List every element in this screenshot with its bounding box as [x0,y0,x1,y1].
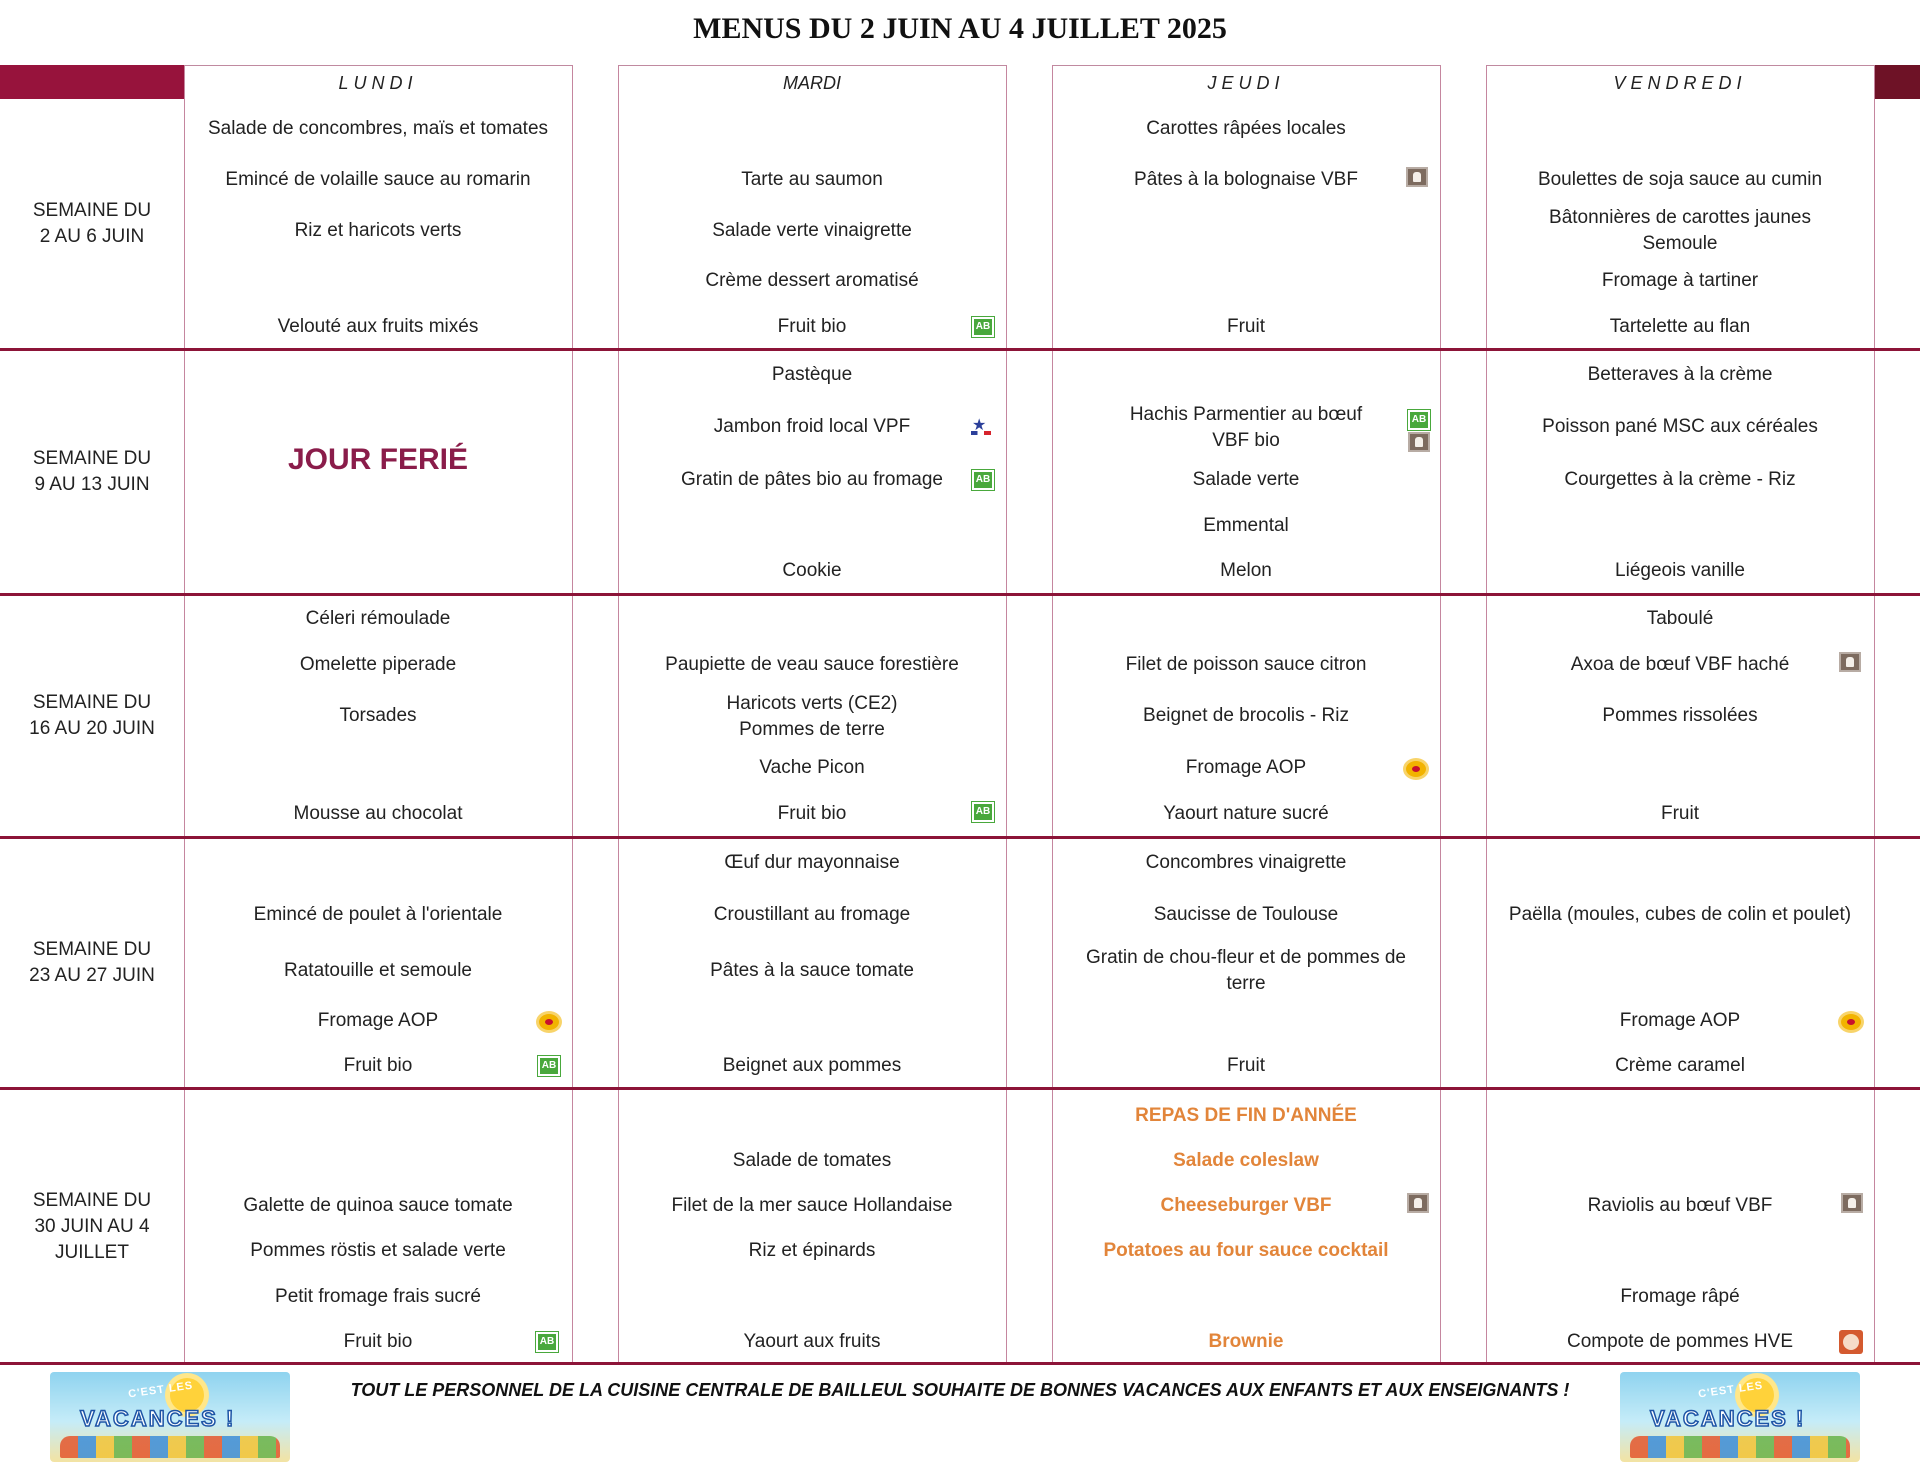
menu-item: Paëlla (moules, cubes de colin et poulet) [1508,904,1852,925]
bio-label-icon: AB [972,802,994,822]
week-label: SEMAINE DU 9 AU 13 JUIN [32,448,152,495]
menu-item: Fromage AOP [1619,1010,1741,1031]
menu-item: Riz et épinards [748,1240,876,1261]
menu-item: Fromage râpé [1620,1286,1740,1307]
menu-item: Fromage AOP [1185,757,1307,778]
menu-item: Salade de tomates [732,1150,892,1171]
menu-item: Yaourt nature sucré [1163,803,1329,824]
grid-line [1440,65,1441,1365]
menu-item: Ratatouille et semoule [284,960,472,981]
menu-item: Gratin de pâtes bio au fromage [681,469,943,490]
menu-item: Tarte au saumon [741,169,883,190]
header-band-left [0,65,184,99]
week-label: SEMAINE DU 23 AU 27 JUIN [29,939,155,986]
menu-item-highlight: REPAS DE FIN D'ANNÉE [1135,1105,1357,1126]
menu-item: Compote de pommes HVE [1567,1331,1793,1352]
menu-item: Fromage à tartiner [1601,270,1759,291]
menu-item: Pastèque [771,364,853,385]
grid-line [1006,65,1007,1365]
menu-item: Poisson pané MSC aux céréales [1542,416,1818,437]
bio-label-icon: AB [972,317,994,337]
menu-item: Emincé de volaille sauce au romarin [225,169,531,190]
menu-item: Saucisse de Toulouse [1153,904,1339,925]
menu-item: Fruit bio [777,316,847,337]
menu-item: Beignet aux pommes [722,1055,902,1076]
menu-item: Courgettes à la crème - Riz [1564,469,1796,490]
menu-item: Raviolis au bœuf VBF [1587,1195,1773,1216]
header-day-mardi: MARDI [618,65,1006,99]
viande-bovine-francaise-icon [1839,652,1861,672]
menu-item-highlight: Potatoes au four sauce cocktail [1103,1240,1389,1261]
menu-item: Pâtes à la bolognaise VBF [1134,169,1358,190]
vacances-badge-left [50,1372,290,1462]
viande-porc-francais-icon [970,417,992,437]
menu-item: Emincé de poulet à l'orientale [253,904,503,925]
menu-item: Riz et haricots verts [294,220,462,241]
menu-item: Fruit bio [343,1331,413,1352]
badge-small-text: C'EST LES [127,1379,194,1401]
menu-item: Hachis Parmentier au bœuf VBF bio [1129,404,1363,451]
menu-item: Fruit [1227,1055,1265,1076]
menu-item-highlight: Cheeseburger VBF [1160,1195,1332,1216]
menu-item: Emmental [1203,515,1289,536]
aop-label-icon [1403,758,1429,780]
week-label: SEMAINE DU 2 AU 6 JUIN [32,200,152,247]
menu-item: Œuf dur mayonnaise [724,852,900,873]
menu-item: Salade verte [1192,469,1300,490]
menu-item: Omelette piperade [299,654,457,675]
menu-item: Boulettes de soja sauce au cumin [1537,169,1823,190]
menu-item: Haricots verts (CE2) Pommes de terre [726,693,898,740]
footer-message: TOUT LE PERSONNEL DE LA CUISINE CENTRALE DE BAILLEUL SOUHAITE DE BONNES VACANCES AUX ENFANTS ET AUX ENSEIGNANTS ! [350,1380,1570,1400]
menu-item: Tartelette au flan [1609,316,1751,337]
week-separator [0,348,1920,351]
hve-label-icon [1839,1330,1863,1354]
menu-item: Filet de poisson sauce citron [1125,654,1367,675]
header-band-right [1874,65,1920,99]
week-separator [0,593,1920,596]
badge-word: VACANCES ! [80,1406,236,1431]
jour-ferie-label: JOUR FERIÉ [287,443,469,476]
menu-item: Concombres vinaigrette [1145,852,1347,873]
bio-label-icon: AB [972,470,994,490]
menu-item: Vache Picon [759,757,865,778]
badge-small-text: C'EST LES [1697,1379,1764,1401]
menu-item: Carottes râpées locales [1146,118,1346,139]
menu-item: Salade de concombres, maïs et tomates [207,118,549,139]
menu-item: Paupiette de veau sauce forestière [665,654,959,675]
viande-bovine-francaise-icon [1407,1193,1429,1213]
menu-item: Pommes rissolées [1602,705,1758,726]
menu-item: Croustillant au fromage [713,904,911,925]
children-illustration [1630,1436,1850,1458]
header-day-jeudi: JEUDI [1052,65,1440,99]
grid-line [1874,65,1875,1365]
menu-item: Yaourt aux fruits [743,1331,881,1352]
viande-bovine-francaise-icon [1408,432,1430,452]
aop-label-icon [536,1011,562,1033]
menu-item: Bâtonnières de carottes jaunes Semoule [1549,207,1811,254]
viande-bovine-francaise-icon [1406,167,1428,187]
menu-item: Fromage AOP [317,1010,439,1031]
menu-item: Jambon froid local VPF [713,416,911,437]
menu-item: Crème caramel [1615,1055,1745,1076]
menu-item: Mousse au chocolat [293,803,463,824]
menu-item-highlight: Brownie [1208,1331,1284,1352]
menu-item: Filet de la mer sauce Hollandaise [671,1195,953,1216]
menu-item: Fruit [1227,316,1265,337]
menu-item: Pâtes à la sauce tomate [710,960,914,981]
menu-item: Melon [1220,560,1272,581]
menu-item: Pommes röstis et salade verte [250,1240,506,1261]
menu-item-highlight: Salade coleslaw [1173,1150,1319,1171]
menu-item: Taboulé [1646,608,1714,629]
menu-item: Gratin de chou-fleur et de pommes de terre [1085,947,1406,994]
menu-item: Fruit bio [777,803,847,824]
vacances-badge-right [1620,1372,1860,1462]
bio-label-icon: AB [538,1056,560,1076]
header-day-vendredi: VENDREDI [1486,65,1874,99]
menu-item: Cookie [782,560,842,581]
menu-item: Fruit [1661,803,1699,824]
badge-word: VACANCES ! [1650,1406,1806,1431]
menu-item: Salade verte vinaigrette [712,220,912,241]
children-illustration [60,1436,280,1458]
week-separator [0,1362,1920,1365]
page-title: MENUS DU 2 JUIN AU 4 JUILLET 2025 [693,12,1227,45]
week-separator [0,836,1920,839]
menu-item: Axoa de bœuf VBF haché [1570,654,1790,675]
menu-item: Torsades [339,705,417,726]
menu-item: Liégeois vanille [1615,560,1745,581]
week-label: SEMAINE DU 16 AU 20 JUIN [29,692,155,739]
grid-line [572,65,573,1365]
menu-item: Velouté aux fruits mixés [277,316,479,337]
week-separator [0,1087,1920,1090]
menu-item: Beignet de brocolis - Riz [1143,705,1349,726]
aop-label-icon [1838,1011,1864,1033]
menu-item: Galette de quinoa sauce tomate [243,1195,513,1216]
menu-item: Fruit bio [343,1055,413,1076]
menu-item: Céleri rémoulade [305,608,451,629]
header-day-lundi: LUNDI [184,65,572,99]
bio-label-icon: AB [1408,410,1430,430]
bio-label-icon: AB [536,1332,558,1352]
menu-item: Petit fromage frais sucré [275,1286,481,1307]
viande-bovine-francaise-icon [1841,1193,1863,1213]
week-label: SEMAINE DU 30 JUIN AU 4 JUILLET [32,1190,152,1263]
menu-item: Betteraves à la crème [1587,364,1773,385]
menu-item: Crème dessert aromatisé [705,270,919,291]
